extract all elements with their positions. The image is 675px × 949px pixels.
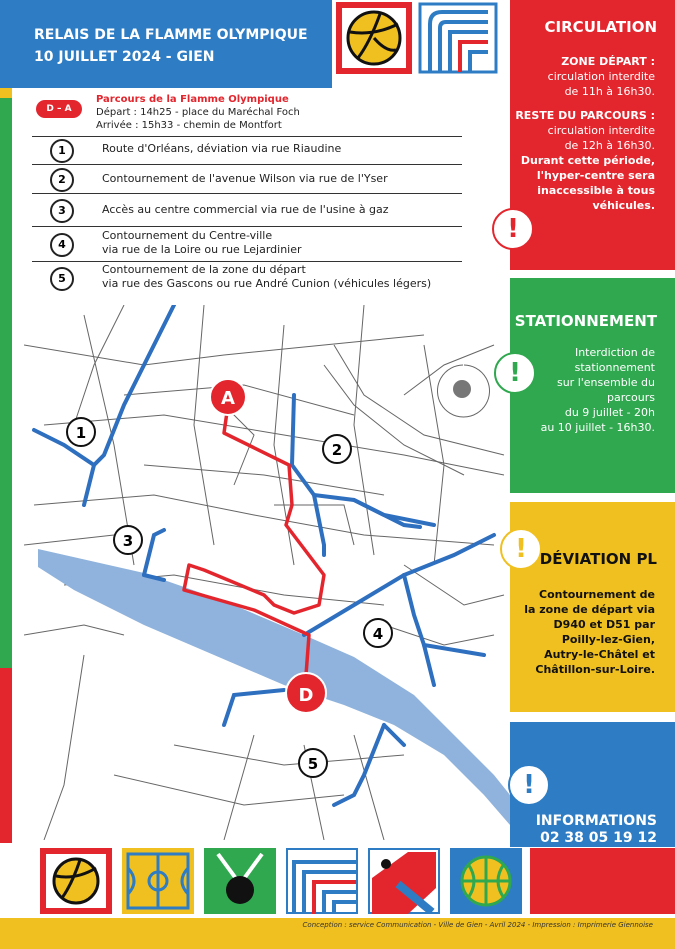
detour-5-left bbox=[224, 690, 284, 725]
reste-title: RESTE DU PARCOURS : bbox=[515, 109, 655, 122]
medal-icon bbox=[204, 848, 276, 914]
volleyball-icon bbox=[336, 2, 412, 74]
legend-num-4: 4 bbox=[50, 233, 74, 257]
basketball-icon bbox=[450, 848, 522, 914]
volleyball-tile bbox=[336, 2, 412, 74]
deviation-alert-icon: ! bbox=[500, 528, 542, 570]
legend-row-5 bbox=[32, 261, 462, 295]
circulation-text bbox=[515, 54, 655, 213]
zone-text-1: circulation interdite bbox=[547, 70, 655, 83]
bottom-red-tile bbox=[530, 848, 675, 914]
legend-row-3 bbox=[32, 193, 462, 227]
reste-text-2: de 12h à 16h30. bbox=[564, 139, 655, 152]
deviation-title: DÉVIATION PL bbox=[539, 550, 657, 568]
stationnement-text-1: Interdiction de bbox=[574, 346, 655, 359]
zone-4-label: 4 bbox=[372, 625, 384, 643]
roundabout bbox=[453, 380, 471, 398]
detour-4-upper bbox=[304, 535, 494, 635]
legend-num-3: 3 bbox=[50, 199, 74, 223]
legend-row-1 bbox=[32, 136, 462, 165]
legend-route-row bbox=[32, 94, 462, 137]
marker-a-label: A bbox=[221, 388, 235, 409]
marker-a bbox=[210, 379, 246, 415]
route-depart: Départ : 14h25 - place du Maréchal Foch bbox=[96, 107, 300, 118]
stationnement-alert-icon: ! bbox=[494, 352, 536, 394]
deviation-text-5: Autry-le-Châtel et bbox=[544, 648, 655, 661]
legend-text-4-line-2: via rue de la Loire ou rue Lejardinier bbox=[102, 243, 302, 256]
circulation-alert-icon: ! bbox=[492, 208, 534, 250]
running-track-icon bbox=[418, 2, 498, 74]
stationnement-text-6: au 10 juillet - 16h30. bbox=[540, 421, 655, 434]
reste-text-5: inaccessible à tous bbox=[537, 184, 655, 197]
stationnement-title: STATIONNEMENT bbox=[514, 312, 657, 330]
zone-2-label: 2 bbox=[331, 441, 343, 459]
legend-num-2: 2 bbox=[50, 168, 74, 192]
detour-1-branch bbox=[84, 465, 94, 505]
stationnement-text-4: parcours bbox=[606, 391, 655, 404]
deviation-text-2: la zone de départ via bbox=[524, 603, 655, 616]
stationnement-text bbox=[541, 345, 655, 435]
detour-3 bbox=[144, 530, 164, 575]
informations-alert-icon: ! bbox=[508, 764, 550, 806]
deviation-text bbox=[524, 587, 655, 677]
left-bar-yellow bbox=[0, 88, 12, 98]
legend-row-2 bbox=[32, 164, 462, 194]
legend-text-4-line-1: Contournement du Centre-ville bbox=[102, 229, 273, 242]
reste-text-3: Durant cette période, bbox=[520, 154, 655, 167]
legend-row-4 bbox=[32, 226, 462, 262]
legend-text-1: Route d'Orléans, déviation via rue Riaudine bbox=[102, 142, 342, 155]
title-line-2: 10 JUILLET 2024 - GIEN bbox=[34, 49, 215, 65]
legend-num-1: 1 bbox=[50, 139, 74, 163]
legend bbox=[32, 94, 462, 292]
reste-text-1: circulation interdite bbox=[547, 124, 655, 137]
route-badge: D – A bbox=[36, 100, 82, 118]
court-icon bbox=[122, 848, 194, 914]
loire-river bbox=[38, 549, 510, 825]
title-line-1: RELAIS DE LA FLAMME OLYMPIQUE bbox=[34, 27, 308, 43]
bottom-track-tile bbox=[286, 848, 358, 914]
legend-text-3: Accès au centre commercial via rue de l'usine à gaz bbox=[102, 203, 389, 216]
medal-tile bbox=[204, 848, 276, 914]
detour-2-down bbox=[314, 495, 324, 555]
stationnement-text-2: stationnement bbox=[574, 361, 655, 374]
detour-1 bbox=[34, 305, 174, 465]
left-bar-green bbox=[0, 98, 12, 668]
legend-text-5 bbox=[102, 263, 431, 291]
left-bar-red bbox=[0, 668, 12, 843]
reste-text-4: l'hyper-centre sera bbox=[536, 169, 655, 182]
zone-1-label: 1 bbox=[75, 424, 87, 442]
reste-text-6: véhicules. bbox=[592, 199, 655, 212]
legend-text-5-line-1: Contournement de la zone du départ bbox=[102, 263, 306, 276]
zone-text-2: de 11h à 16h30. bbox=[564, 85, 655, 98]
zone-3-label: 3 bbox=[122, 532, 134, 550]
volleyball-icon bbox=[40, 848, 112, 914]
deviation-text-6: Châtillon-sur-Loire. bbox=[535, 663, 655, 676]
informations-title: INFORMATIONS bbox=[535, 813, 657, 829]
deviation-text-3: D940 et D51 par bbox=[553, 618, 655, 631]
detour-2 bbox=[292, 395, 420, 527]
detour-5 bbox=[334, 725, 384, 805]
legend-text-5-line-2: via rue des Gascons ou rue André Cunion (véhicules légers) bbox=[102, 277, 432, 290]
stationnement-text-3: sur l'ensemble du bbox=[556, 376, 655, 389]
page-title bbox=[34, 24, 324, 68]
pingpong-tile bbox=[368, 848, 440, 914]
deviation-text-1: Contournement de bbox=[539, 588, 655, 601]
legend-text-2: Contournement de l'avenue Wilson via rue de l'Yser bbox=[102, 172, 388, 185]
running-track-icon bbox=[286, 848, 358, 914]
city-map bbox=[24, 305, 510, 840]
informations-phone: 02 38 05 19 12 bbox=[540, 830, 657, 846]
bottom-volleyball-tile bbox=[40, 848, 112, 914]
detour-4 bbox=[404, 575, 484, 655]
route-title: Parcours de la Flamme Olympique bbox=[96, 94, 289, 105]
circulation-title: CIRCULATION bbox=[544, 18, 657, 36]
deviation-text-4: Poilly-lez-Gien, bbox=[561, 633, 655, 646]
stationnement-text-5: du 9 juillet - 20h bbox=[564, 406, 655, 419]
zone-5-label: 5 bbox=[307, 755, 319, 773]
marker-d-label: D bbox=[298, 685, 314, 706]
footer-credits: Conception : service Communication - Ville de Gien - Avril 2024 - Impression : Imprimerie Giennoise bbox=[302, 921, 653, 929]
legend-text-4 bbox=[102, 229, 302, 257]
detour-4-lower bbox=[424, 645, 434, 685]
table-tennis-icon bbox=[368, 848, 440, 914]
track-tile bbox=[418, 2, 498, 74]
marker-d bbox=[286, 673, 326, 713]
basketball-tile bbox=[450, 848, 522, 914]
route-arrivee: Arrivée : 15h33 - chemin de Montfort bbox=[96, 120, 282, 131]
zone-title: ZONE DÉPART : bbox=[561, 55, 655, 68]
legend-num-5: 5 bbox=[50, 267, 74, 291]
basketball-court-tile bbox=[122, 848, 194, 914]
